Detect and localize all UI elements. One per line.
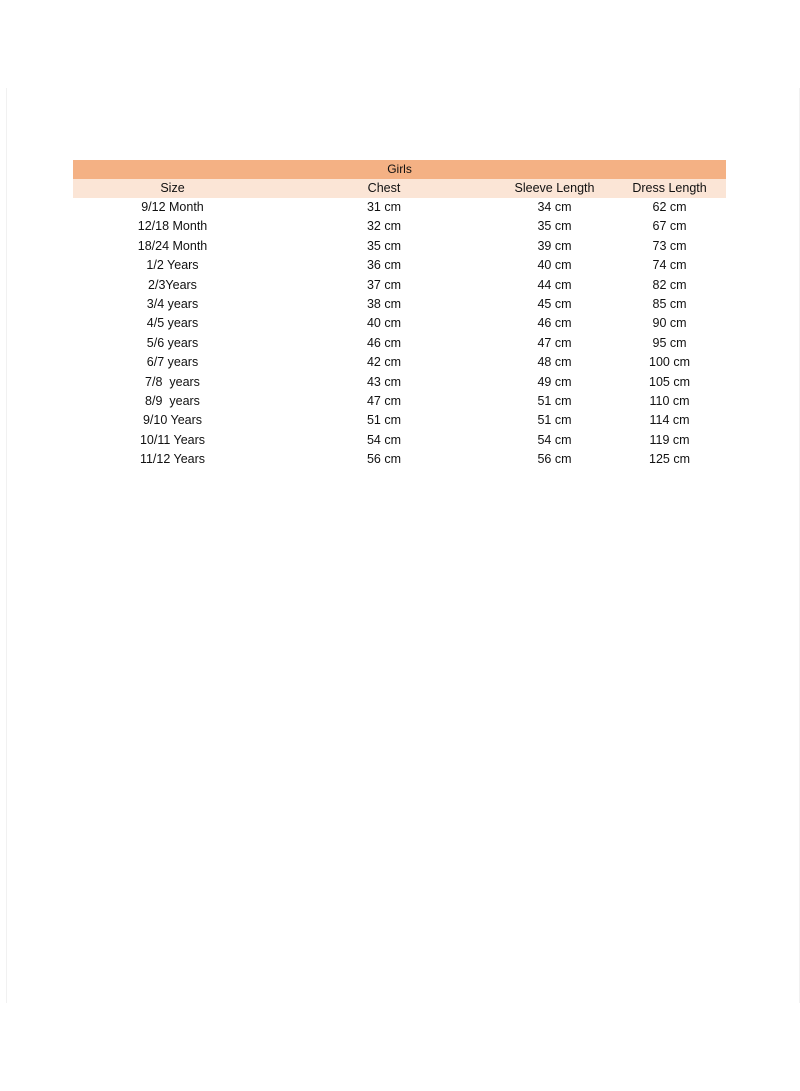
chest-cell: 38 cm bbox=[366, 297, 402, 312]
dress-length-cell: 74 cm bbox=[652, 258, 687, 273]
sleeve-length-cell: 35 cm bbox=[537, 219, 572, 234]
table-row bbox=[73, 450, 726, 469]
chest-cell: 46 cm bbox=[366, 335, 402, 350]
sleeve-length-cell: 51 cm bbox=[537, 413, 572, 428]
dress-length-cell: 125 cm bbox=[649, 452, 691, 467]
size-chart-table bbox=[73, 160, 726, 470]
chest-cell: 51 cm bbox=[366, 413, 402, 428]
size-cell: 1/2 Years bbox=[146, 258, 199, 273]
table-row bbox=[73, 256, 726, 275]
table-row bbox=[73, 431, 726, 450]
table-title: Girls bbox=[73, 160, 726, 179]
sleeve-length-cell: 47 cm bbox=[537, 335, 572, 350]
dress-length-cell: 85 cm bbox=[652, 297, 687, 312]
table-title-row bbox=[73, 160, 726, 179]
table-row bbox=[73, 353, 726, 372]
column-header-chest: Chest bbox=[272, 179, 496, 198]
size-cell: 11/12 Years bbox=[139, 452, 206, 467]
size-cell: 9/12 Month bbox=[141, 200, 204, 214]
table-body bbox=[73, 198, 726, 470]
size-cell: 4/5 years bbox=[146, 316, 199, 331]
size-cell: 9/10 Years bbox=[142, 413, 203, 428]
table-row bbox=[73, 314, 726, 333]
chest-cell: 54 cm bbox=[366, 432, 402, 447]
size-cell: 12/18 Month bbox=[137, 219, 208, 234]
sleeve-length-cell: 56 cm bbox=[537, 452, 572, 467]
chest-cell: 40 cm bbox=[366, 316, 402, 331]
table-row bbox=[73, 217, 726, 236]
size-cell: 2/3Years bbox=[148, 277, 197, 292]
chest-cell: 31 cm bbox=[366, 200, 402, 214]
size-cell: 18/24 Month bbox=[137, 238, 208, 253]
column-header-size: Size bbox=[73, 179, 272, 198]
chest-cell: 37 cm bbox=[366, 277, 402, 292]
sleeve-length-cell: 44 cm bbox=[537, 277, 572, 292]
dress-length-cell: 62 cm bbox=[652, 200, 687, 214]
dress-length-cell: 82 cm bbox=[652, 277, 687, 292]
sleeve-length-cell: 39 cm bbox=[537, 238, 572, 253]
table-header-row bbox=[73, 179, 726, 198]
dress-length-cell: 67 cm bbox=[652, 219, 687, 234]
chest-cell: 32 cm bbox=[366, 219, 402, 234]
column-header-sleeve-length: Sleeve Length bbox=[496, 179, 613, 198]
table-row bbox=[73, 334, 726, 353]
dress-length-cell: 73 cm bbox=[652, 238, 687, 253]
table-row bbox=[73, 373, 726, 392]
table-row bbox=[73, 392, 726, 411]
table-row bbox=[73, 276, 726, 295]
sleeve-length-cell: 34 cm bbox=[537, 200, 572, 214]
table-row bbox=[73, 237, 726, 256]
dress-length-cell: 119 cm bbox=[649, 432, 690, 447]
size-cell: 7/8 years bbox=[145, 374, 200, 389]
size-cell: 6/7 years bbox=[146, 355, 199, 370]
sleeve-length-cell: 45 cm bbox=[537, 297, 572, 312]
sleeve-length-cell: 40 cm bbox=[537, 258, 572, 273]
dress-length-cell: 105 cm bbox=[649, 374, 691, 389]
size-cell: 10/11 Years bbox=[139, 432, 206, 447]
sleeve-length-cell: 48 cm bbox=[537, 355, 572, 370]
sleeve-length-cell: 49 cm bbox=[537, 374, 572, 389]
chest-cell: 47 cm bbox=[366, 394, 402, 409]
size-cell: 3/4 years bbox=[146, 297, 199, 312]
dress-length-cell: 114 cm bbox=[649, 413, 690, 428]
table-row bbox=[73, 295, 726, 314]
chest-cell: 42 cm bbox=[366, 355, 402, 370]
chest-cell: 43 cm bbox=[366, 374, 402, 389]
table-row bbox=[73, 411, 726, 430]
sleeve-length-cell: 46 cm bbox=[537, 316, 572, 331]
sleeve-length-cell: 54 cm bbox=[537, 432, 572, 447]
chest-cell: 35 cm bbox=[366, 238, 402, 253]
size-cell: 5/6 years bbox=[146, 335, 199, 350]
size-cell: 8/9 years bbox=[145, 394, 200, 409]
sleeve-length-cell: 51 cm bbox=[537, 394, 572, 409]
dress-length-cell: 90 cm bbox=[652, 316, 687, 331]
dress-length-cell: 100 cm bbox=[649, 355, 691, 370]
dress-length-cell: 110 cm bbox=[649, 394, 690, 409]
table-row bbox=[73, 198, 726, 217]
column-header-dress-length: Dress Length bbox=[613, 179, 726, 198]
dress-length-cell: 95 cm bbox=[652, 335, 687, 350]
chest-cell: 36 cm bbox=[366, 258, 402, 273]
chest-cell: 56 cm bbox=[366, 452, 402, 467]
